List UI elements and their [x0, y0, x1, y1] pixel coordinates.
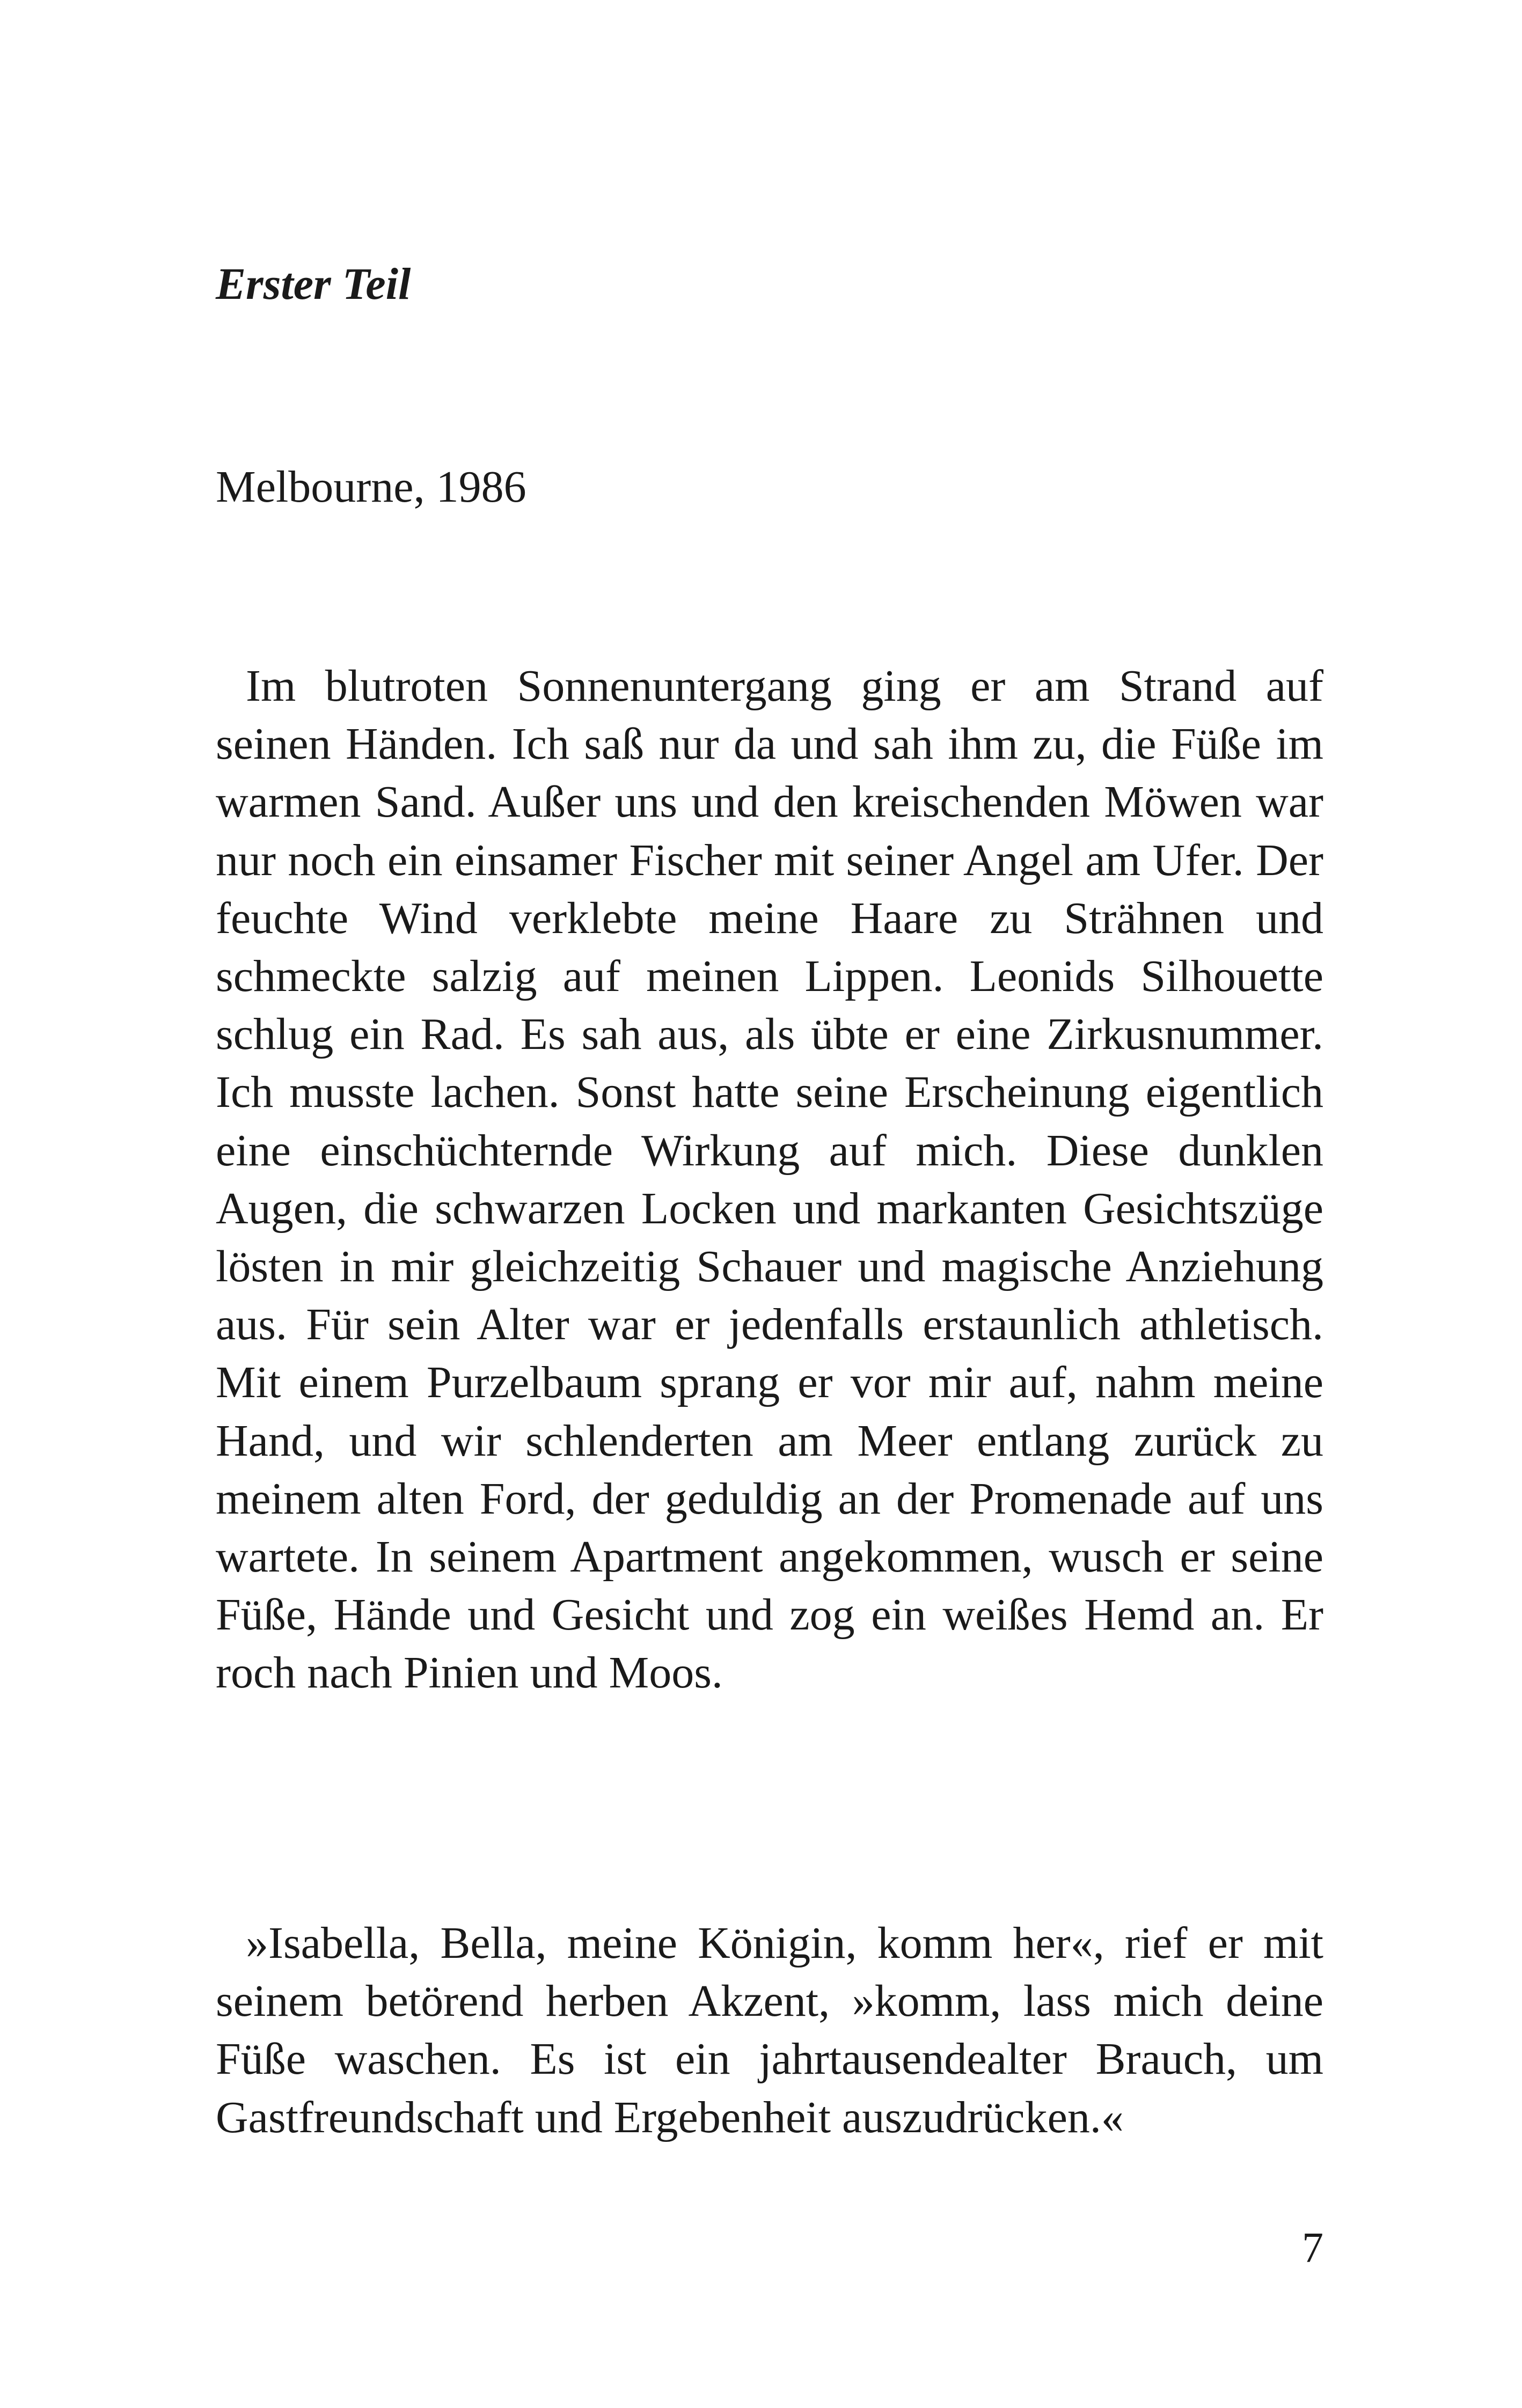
paragraph-1: Im blutroten Sonnenuntergang ging er am Strand auf seinen Händen. Ich saß nur da und sah ihm zu, die Füße im warmen Sand. Außer uns und den kreischenden Möwen war nur noch ein einsamer Fischer mit seiner Angel am Ufer. Der feuchte Wind verklebte meine Haare zu Strähnen und schmeckte salzig auf meinen Lippen. Leonids Silhouette schlug ein Rad. Es sah aus, als übte er eine Zirkusnummer. Ich musste lachen. Sonst hatte seine Erscheinung eigentlich eine einschüchternde Wirkung auf mich. Diese dunklen Augen, die schwarzen Locken und markanten Gesichtszüge lösten in mir gleichzeitig Schauer und magische Anziehung aus. Für sein Alter war er jedenfalls erstaunlich athletisch. Mit einem Purzelbaum sprang er vor mir auf, nahm meine Hand, und wir schlenderten am Meer entlang zurück zu meinem alten Ford, der geduldig an der Promenade auf uns wartete. In seinem Apartment angekommen, wusch er seine Füße, Hände und Gesicht und zog ein weißes Hemd an. Er roch nach Pinien und Moos.: [216, 661, 1323, 1698]
page-number: 7: [1302, 2225, 1323, 2272]
part-title: Erster Teil: [216, 259, 411, 309]
place-date-heading: Melbourne, 1986: [216, 462, 526, 512]
paragraph-2: »Isabella, Bella, meine Königin, komm her«, rief er mit seinem betörend herben Akzent, »komm, lass mich deine Füße waschen. Es ist ein jahrtausendealter Brauch, um Gastfreundschaft und Ergebenheit auszudrücken.«: [216, 1918, 1323, 2142]
book-page: [216, 0, 1323, 2408]
